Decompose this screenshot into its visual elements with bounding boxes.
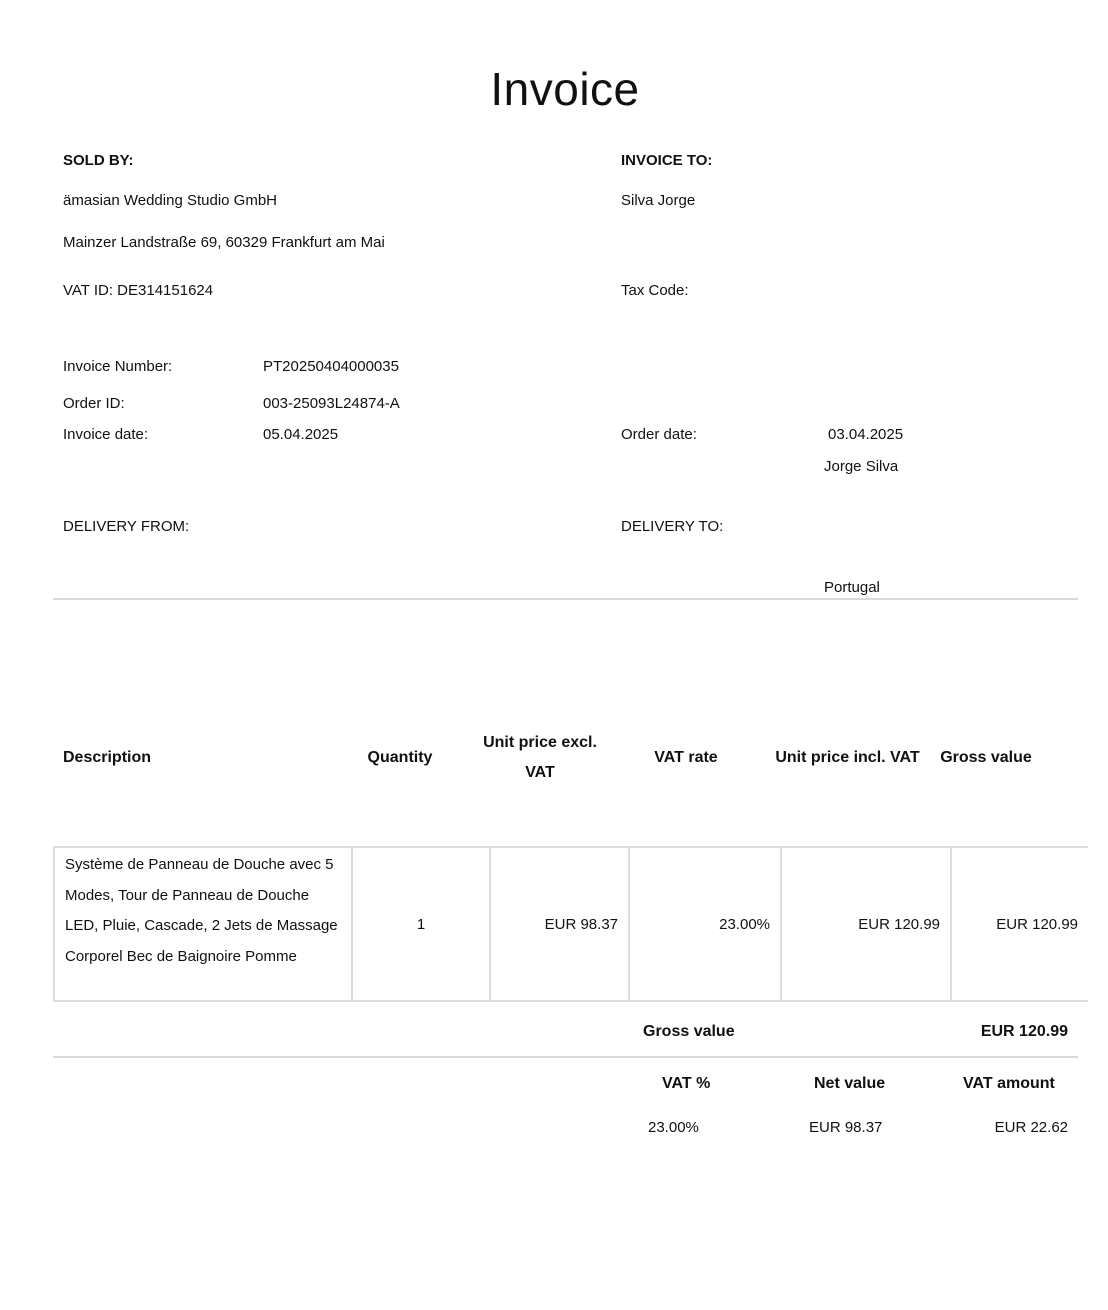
- totals-gross-value-label: Gross value: [643, 1023, 735, 1040]
- header-unit-price-excl-line2: VAT: [525, 764, 555, 781]
- table-row: [54, 847, 1088, 1001]
- invoice-date-value: 05.04.2025: [263, 426, 339, 443]
- order-date-value: 03.04.2025: [828, 426, 904, 443]
- tax-code-label: Tax Code:: [621, 282, 689, 299]
- invoice-title: Invoice: [490, 63, 640, 115]
- order-id-value: 003-25093L24874-A: [263, 395, 400, 412]
- header-quantity: Quantity: [367, 749, 433, 766]
- vat-amount-value: EUR 22.62: [994, 1119, 1068, 1136]
- header-vat-rate: VAT rate: [654, 749, 718, 766]
- invoice-date-label: Invoice date:: [63, 426, 149, 443]
- vat-percent-value: 23.00%: [648, 1119, 699, 1136]
- item-gross-value: EUR 120.99: [951, 847, 1088, 1001]
- delivery-country: Portugal: [824, 579, 880, 596]
- item-vat-rate: 23.00%: [629, 847, 781, 1001]
- section-divider: [53, 598, 1078, 600]
- seller-name: ämasian Wedding Studio GmbH: [63, 192, 277, 209]
- item-quantity: 1: [352, 847, 490, 1001]
- header-unit-price-excl: [470, 728, 610, 788]
- order-id-label: Order ID:: [63, 395, 125, 412]
- item-unit-price-incl: EUR 120.99: [781, 847, 951, 1001]
- order-date-label: Order date:: [621, 426, 697, 443]
- vat-percent-label: VAT %: [662, 1075, 711, 1092]
- invoice-to-heading: INVOICE TO:: [621, 152, 713, 169]
- header-unit-price-incl: Unit price incl. VAT: [775, 749, 920, 766]
- delivery-from-label: DELIVERY FROM:: [63, 518, 190, 535]
- totals-gross-value: EUR 120.99: [980, 1023, 1068, 1040]
- delivery-to-label: DELIVERY TO:: [621, 518, 724, 535]
- order-person: Jorge Silva: [824, 458, 899, 475]
- header-description: Description: [63, 749, 152, 766]
- item-description: Système de Panneau de Douche avec 5 Modes, Tour de Panneau de Douche LED, Pluie, Cascade, 2 Jets de Massage Corporel Bec de Baignoire Pomme: [54, 847, 352, 1001]
- invoice-number-label: Invoice Number:: [63, 358, 173, 375]
- item-unit-price-excl: EUR 98.37: [490, 847, 629, 1001]
- items-table: [53, 846, 1088, 1002]
- vat-amount-label: VAT amount: [963, 1075, 1055, 1092]
- seller-address: Mainzer Landstraße 69, 60329 Frankfurt am Mai: [63, 234, 385, 251]
- seller-vat-id: VAT ID: DE314151624: [63, 282, 214, 299]
- net-value: EUR 98.37: [809, 1119, 883, 1136]
- header-gross-value: Gross value: [940, 749, 1032, 766]
- totals-divider: [53, 1056, 1078, 1058]
- sold-by-heading: SOLD BY:: [63, 152, 134, 169]
- net-value-label: Net value: [814, 1075, 886, 1092]
- buyer-name: Silva Jorge: [621, 192, 696, 209]
- header-unit-price-excl-line1: Unit price excl.: [483, 734, 597, 751]
- invoice-number-value: PT20250404000035: [263, 358, 399, 375]
